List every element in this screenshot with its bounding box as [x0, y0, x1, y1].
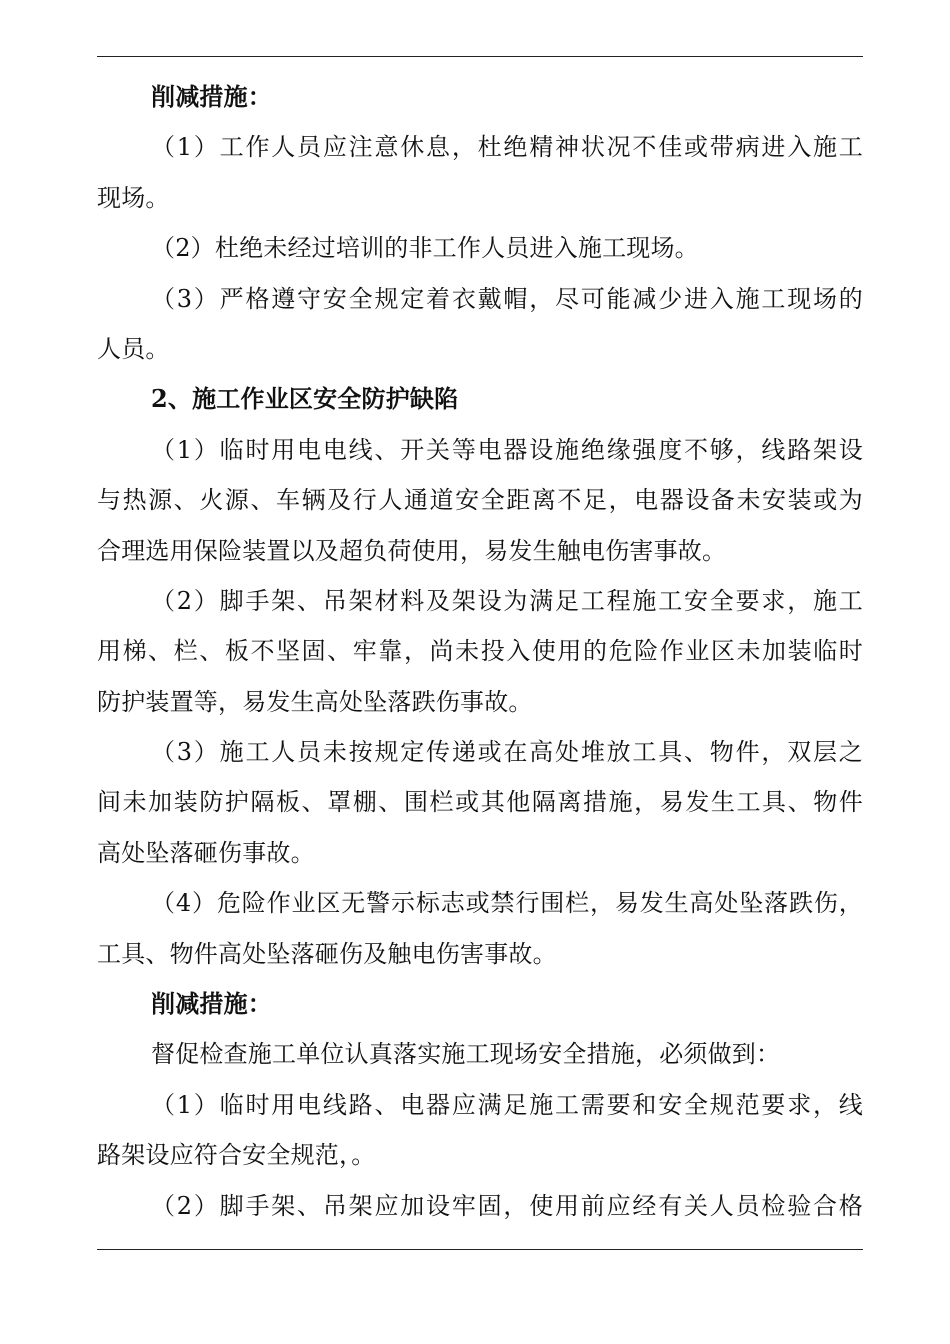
paragraph-line: 防护装置等，易发生高处坠落跌伤事故。	[97, 687, 533, 716]
paragraph-line: 与热源、火源、车辆及行人通道安全距离不足，电器设备未安装或为	[97, 486, 863, 515]
document-body	[97, 72, 863, 1231]
paragraph-line: 合理选用保险装置以及超负荷使用，易发生触电伤害事故。	[97, 536, 727, 565]
paragraph-line: 间未加装防护隔板、罩棚、围栏或其他隔离措施，易发生工具、物件	[97, 788, 863, 817]
paragraph-line: （2）脚手架、吊架应加设牢固，使用前应经有关人员检验合格	[151, 1191, 863, 1220]
paragraph-line: （4）危险作业区无警示标志或禁行围栏，易发生高处坠落跌伤，	[151, 889, 863, 918]
paragraph-line: （1）工作人员应注意休息，杜绝精神状况不佳或带病进入施工	[151, 133, 863, 162]
paragraph-line: 用梯、栏、板不坚固、牢靠，尚未投入使用的危险作业区未加装临时	[97, 637, 863, 666]
paragraph-line: 督促检查施工单位认真落实施工现场安全措施，必须做到：	[151, 1040, 781, 1069]
paragraph-line: （2）脚手架、吊架材料及架设为满足工程施工安全要求，施工	[151, 586, 863, 615]
paragraph-line: （2）杜绝未经过培训的非工作人员进入施工现场。	[151, 234, 699, 263]
heading-mitigation-measures: 削减措施：	[151, 989, 272, 1019]
paragraph-line: 路架设应符合安全规范，。	[97, 1141, 376, 1170]
header-rule	[97, 56, 863, 57]
heading-mitigation-measures: 削减措施：	[151, 82, 272, 111]
paragraph-line: 高处坠落砸伤事故。	[97, 838, 315, 867]
paragraph-line: 现场。	[97, 183, 170, 212]
section-heading: 2、施工作业区安全防护缺陷	[151, 384, 459, 414]
paragraph-line: （1）临时用电线路、电器应满足施工需要和安全规范要求，线	[151, 1090, 863, 1119]
paragraph-line: （3）施工人员未按规定传递或在高处堆放工具、物件，双层之	[151, 738, 863, 767]
paragraph-line: （3）严格遵守安全规定着衣戴帽，尽可能减少进入施工现场的	[151, 284, 863, 313]
paragraph-line: （1）临时用电电线、开关等电器设施绝缘强度不够，线路架设	[151, 435, 863, 464]
footer-rule	[97, 1249, 863, 1250]
paragraph-line: 人员。	[97, 334, 170, 363]
paragraph-line: 工具、物件高处坠落砸伤及触电伤害事故。	[97, 939, 557, 968]
